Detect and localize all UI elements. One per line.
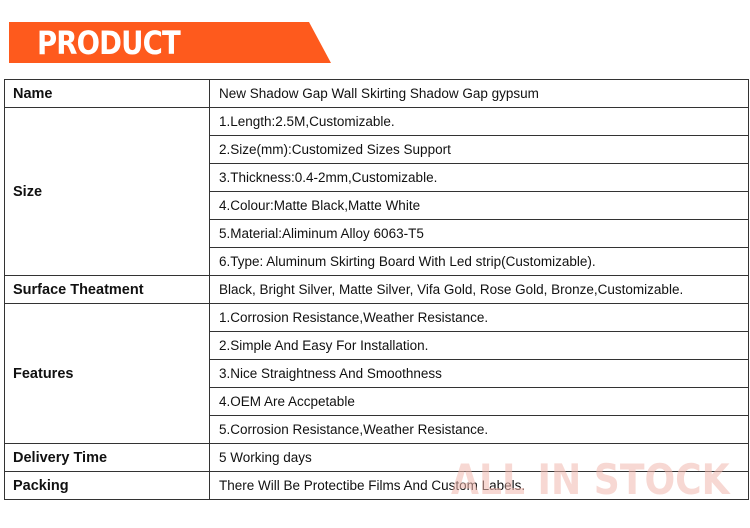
product-banner	[9, 22, 331, 63]
row-label-features: Features	[5, 304, 210, 444]
row-value-packing: There Will Be Protectibe Films And Custom Labels.	[210, 472, 749, 500]
row-label-packing: Packing	[5, 472, 210, 500]
row-value-features: 3.Nice Straightness And Smoothness	[210, 360, 749, 388]
table-row	[5, 472, 749, 500]
table-row	[5, 444, 749, 472]
table-row	[5, 80, 749, 108]
row-label-delivery: Delivery Time	[5, 444, 210, 472]
row-label-name: Name	[5, 80, 210, 108]
row-value-size: 2.Size(mm):Customized Sizes Support	[210, 136, 749, 164]
row-value-size: 4.Colour:Matte Black,Matte White	[210, 192, 749, 220]
row-value-name: New Shadow Gap Wall Skirting Shadow Gap gypsum	[210, 80, 749, 108]
row-value-features: 2.Simple And Easy For Installation.	[210, 332, 749, 360]
row-value-surface: Black, Bright Silver, Matte Silver, Vifa Gold, Rose Gold, Bronze,Customizable.	[210, 276, 749, 304]
row-value-size: 1.Length:2.5M,Customizable.	[210, 108, 749, 136]
row-value-delivery: 5 Working days	[210, 444, 749, 472]
row-value-size: 5.Material:Aliminum Alloy 6063-T5	[210, 220, 749, 248]
banner-title: PRODUCT	[37, 24, 180, 62]
row-value-size: 3.Thickness:0.4-2mm,Customizable.	[210, 164, 749, 192]
watermark-text: ALL IN STOCK	[451, 455, 730, 504]
table-row	[5, 304, 749, 332]
row-value-features: 1.Corrosion Resistance,Weather Resistance.	[210, 304, 749, 332]
row-value-features: 4.OEM Are Accpetable	[210, 388, 749, 416]
table-row	[5, 108, 749, 136]
table-row	[5, 276, 749, 304]
spec-table	[4, 79, 749, 500]
row-label-size: Size	[5, 108, 210, 276]
row-label-surface: Surface Theatment	[5, 276, 210, 304]
row-value-features: 5.Corrosion Resistance,Weather Resistance.	[210, 416, 749, 444]
row-value-size: 6.Type: Aluminum Skirting Board With Led strip(Customizable).	[210, 248, 749, 276]
